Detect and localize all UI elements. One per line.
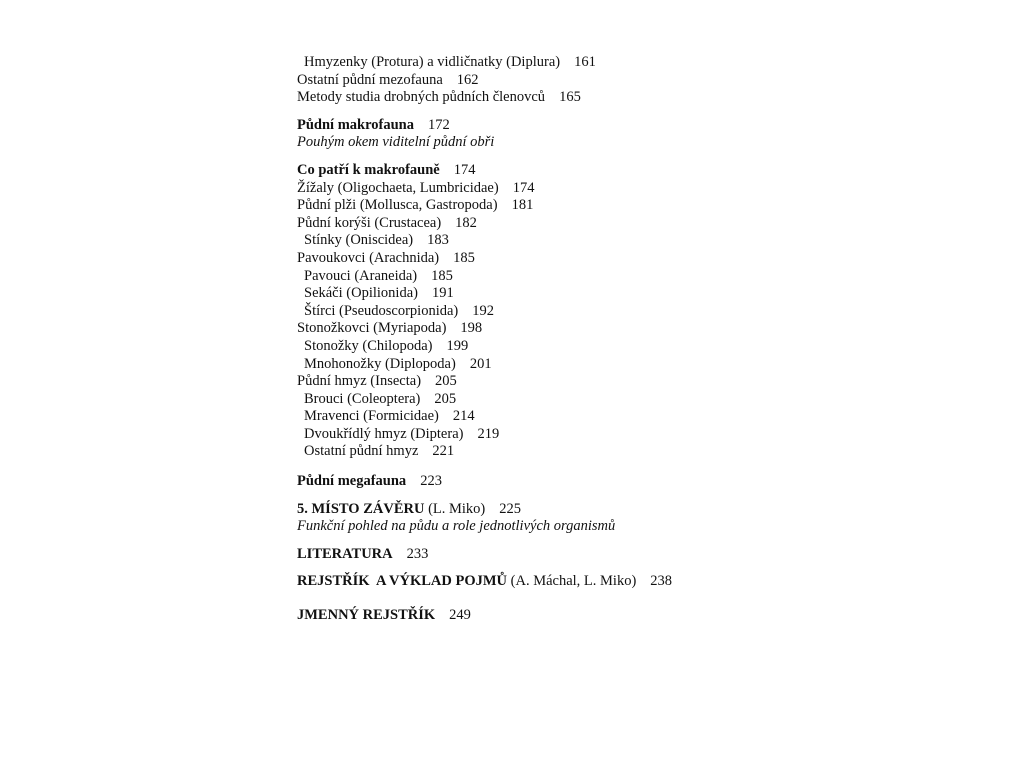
toc-chapter-author: (L. Miko) bbox=[428, 500, 486, 517]
toc-chapter bbox=[297, 546, 997, 564]
toc-chapter-author: (A. Máchal, L. Miko) bbox=[510, 573, 637, 590]
toc-chapter-title: REJSTŘÍK A VÝKLAD POJMŮ bbox=[297, 573, 508, 590]
toc-entry bbox=[297, 197, 997, 215]
toc-entry-page: 191 bbox=[431, 285, 454, 302]
toc-entry bbox=[297, 180, 997, 198]
toc-chapter bbox=[297, 501, 997, 519]
toc-section-page: 174 bbox=[453, 161, 476, 178]
toc-entry bbox=[297, 232, 997, 250]
toc-entry-title: Brouci (Coleoptera) bbox=[304, 390, 421, 407]
table-of-contents bbox=[297, 54, 997, 625]
toc-entry-title: Pavouci (Araneida) bbox=[304, 267, 418, 284]
toc-entry bbox=[297, 72, 997, 90]
toc-entry bbox=[297, 338, 997, 356]
toc-entry-page: 214 bbox=[452, 408, 475, 425]
toc-entry-title: Stínky (Oniscidea) bbox=[304, 232, 414, 249]
toc-entry-title: Štírci (Pseudoscorpionida) bbox=[304, 302, 459, 319]
toc-entry bbox=[297, 250, 997, 268]
toc-entry-page: 165 bbox=[559, 89, 581, 106]
toc-entry-page: 181 bbox=[511, 197, 534, 214]
toc-section-title: Půdní makrofauna bbox=[297, 116, 414, 133]
toc-entry bbox=[297, 443, 997, 461]
toc-entry-page: 192 bbox=[472, 302, 494, 319]
toc-entry bbox=[297, 54, 997, 72]
toc-entry bbox=[297, 303, 997, 321]
toc-entry-title: Mnohonožky (Diplopoda) bbox=[304, 355, 456, 372]
toc-section-title: Půdní megafauna bbox=[297, 473, 407, 490]
toc-entry-title: Hmyzenky (Protura) a vidličnatky (Diplura) bbox=[304, 54, 561, 70]
toc-section-page: 223 bbox=[420, 473, 442, 490]
toc-entry-page: 201 bbox=[469, 355, 492, 372]
toc-entry-title: Ostatní půdní mezofauna bbox=[297, 71, 443, 88]
toc-entry-title: Pavoukovci (Arachnida) bbox=[297, 249, 440, 266]
toc-section-title: Co patří k makrofauně bbox=[297, 161, 440, 178]
toc-entry bbox=[297, 89, 997, 107]
toc-section-subtitle: Pouhým okem viditelní půdní obři bbox=[297, 134, 495, 151]
toc-entry-page: 162 bbox=[456, 71, 479, 88]
toc-entry bbox=[297, 356, 997, 374]
toc-section bbox=[297, 162, 997, 180]
toc-entry-page: 205 bbox=[435, 373, 457, 390]
toc-section-page: 172 bbox=[427, 116, 450, 133]
toc-entry-page: 182 bbox=[455, 214, 477, 231]
toc-entry-title: Metody studia drobných půdních členovců bbox=[297, 89, 546, 106]
toc-entry-title: Půdní hmyz (Insecta) bbox=[297, 373, 422, 390]
toc-entry-page: 219 bbox=[477, 425, 500, 442]
toc-entry-title: Půdní korýši (Crustacea) bbox=[297, 214, 442, 231]
toc-chapter-subtitle: Funkční pohled na půdu a role jednotlivých organismů bbox=[297, 518, 616, 535]
toc-entry-title: Stonožky (Chilopoda) bbox=[304, 337, 433, 354]
toc-chapter-page: 233 bbox=[406, 545, 429, 562]
toc-chapter-page: 238 bbox=[650, 573, 673, 590]
toc-chapter bbox=[297, 573, 997, 591]
toc-entry-page: 198 bbox=[460, 320, 483, 337]
toc-entry bbox=[297, 320, 997, 338]
toc-entry-page: 199 bbox=[446, 337, 469, 354]
toc-entry-title: Sekáči (Opilionida) bbox=[304, 285, 418, 302]
toc-entry-title: Půdní plži (Mollusca, Gastropoda) bbox=[297, 197, 498, 214]
toc-entry-title: Dvoukřídlý hmyz (Diptera) bbox=[304, 425, 464, 442]
toc-entry bbox=[297, 426, 997, 444]
toc-entry-page: 221 bbox=[432, 443, 455, 460]
toc-entry-page: 161 bbox=[574, 54, 596, 70]
toc-entry-page: 185 bbox=[453, 249, 475, 266]
toc-entry-title: Mravenci (Formicidae) bbox=[304, 408, 439, 425]
toc-chapter-page: 249 bbox=[449, 607, 471, 624]
toc-chapter-title: JMENNÝ REJSTŘÍK bbox=[297, 607, 436, 624]
toc-section bbox=[297, 473, 997, 491]
toc-entry-page: 183 bbox=[427, 232, 449, 249]
toc-entry bbox=[297, 285, 997, 303]
toc-chapter-title: 5. MÍSTO ZÁVĚRU bbox=[297, 500, 425, 517]
toc-entry bbox=[297, 373, 997, 391]
toc-entry bbox=[297, 268, 997, 286]
toc-chapter-page: 225 bbox=[499, 500, 521, 517]
toc-entry bbox=[297, 408, 997, 426]
toc-entry-title: Ostatní půdní hmyz bbox=[304, 443, 419, 460]
toc-entry bbox=[297, 391, 997, 409]
toc-entry bbox=[297, 215, 997, 233]
toc-entry-page: 205 bbox=[434, 390, 457, 407]
toc-entry-page: 174 bbox=[512, 179, 535, 196]
toc-entry-title: Stonožkovci (Myriapoda) bbox=[297, 320, 447, 337]
toc-chapter bbox=[297, 607, 997, 625]
toc-entry-title: Žížaly (Oligochaeta, Lumbricidae) bbox=[297, 179, 499, 196]
toc-section bbox=[297, 117, 997, 135]
toc-chapter-title: LITERATURA bbox=[297, 545, 393, 562]
toc-entry-page: 185 bbox=[431, 267, 453, 284]
